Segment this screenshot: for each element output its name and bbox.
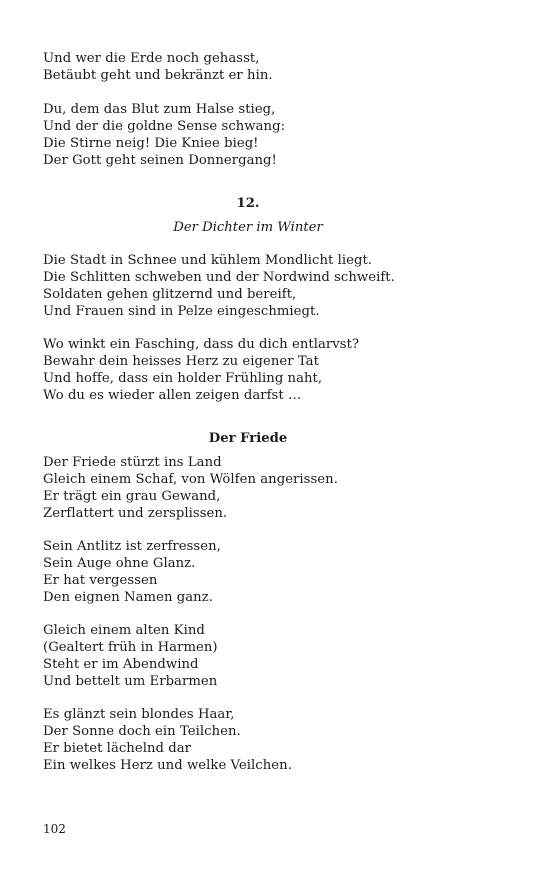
poem-line: Bewahr dein heisses Herz zu eigener Tat [43, 354, 319, 369]
poem-line: Der Sonne doch ein Teilchen. [43, 724, 241, 739]
friede-stanza-3 [43, 622, 513, 690]
poem-line: Wo winkt ein Fasching, dass du dich entlarvst? [43, 337, 360, 352]
poem-line: Betäubt geht und bekränzt er hin. [43, 68, 273, 83]
poem-line: Die Schlitten schweben und der Nordwind schweift. [43, 270, 395, 285]
page-number: 102 [43, 822, 66, 836]
poem-line: Zerflattert und zersplissen. [43, 506, 228, 521]
poem-line: Die Stirne neig! Die Kniee bieg! [43, 136, 259, 151]
poem-line: Und hoffe, dass ein holder Frühling naht, [43, 371, 323, 386]
poem-line: Er trägt ein grau Gewand, [43, 489, 221, 504]
poem12-stanza-2 [43, 336, 513, 404]
poem-line: Wo du es wieder allen zeigen darfst … [43, 388, 302, 403]
poem-line: Und wer die Erde noch gehasst, [43, 51, 260, 66]
poem-line: Du, dem das Blut zum Halse stieg, [43, 102, 276, 117]
poem-number: 12. [236, 196, 260, 211]
fragment-stanza-1 [43, 50, 513, 84]
poem-line: Soldaten gehen glitzernd und bereift, [43, 287, 297, 302]
poem-line: (Gealtert früh in Harmen) [43, 640, 218, 655]
poem-line: Gleich einem alten Kind [43, 623, 205, 638]
poem-line: Sein Antlitz ist zerfressen, [43, 539, 221, 554]
fragment-stanza-2 [43, 101, 513, 169]
poem-line: Und bettelt um Erbarmen [43, 674, 218, 689]
poem-line: Er bietet lächelnd dar [43, 741, 191, 756]
poem-line: Gleich einem Schaf, von Wölfen angerissen. [43, 472, 338, 487]
poem-line: Und Frauen sind in Pelze eingeschmiegt. [43, 304, 320, 319]
poem-line: Er hat vergessen [43, 573, 158, 588]
poem-line: Der Friede stürzt ins Land [43, 455, 222, 470]
poem-line: Und der die goldne Sense schwang: [43, 119, 286, 134]
poem-line: Steht er im Abendwind [43, 657, 199, 672]
friede-stanza-2 [43, 538, 513, 606]
poem-title: Der Dichter im Winter [173, 220, 323, 235]
poem-title: Der Friede [208, 431, 288, 446]
friede-stanza-4 [43, 706, 513, 774]
poem-line: Ein welkes Herz und welke Veilchen. [43, 758, 292, 773]
poem-line: Sein Auge ohne Glanz. [43, 556, 196, 571]
poem-line: Den eignen Namen ganz. [43, 590, 213, 605]
friede-stanza-1 [43, 454, 513, 522]
poem-line: Der Gott geht seinen Donnergang! [43, 153, 277, 168]
poem12-stanza-1 [43, 252, 513, 320]
poem-line: Die Stadt in Schnee und kühlem Mondlicht liegt. [43, 253, 373, 268]
poem-line: Es glänzt sein blondes Haar, [43, 707, 235, 722]
